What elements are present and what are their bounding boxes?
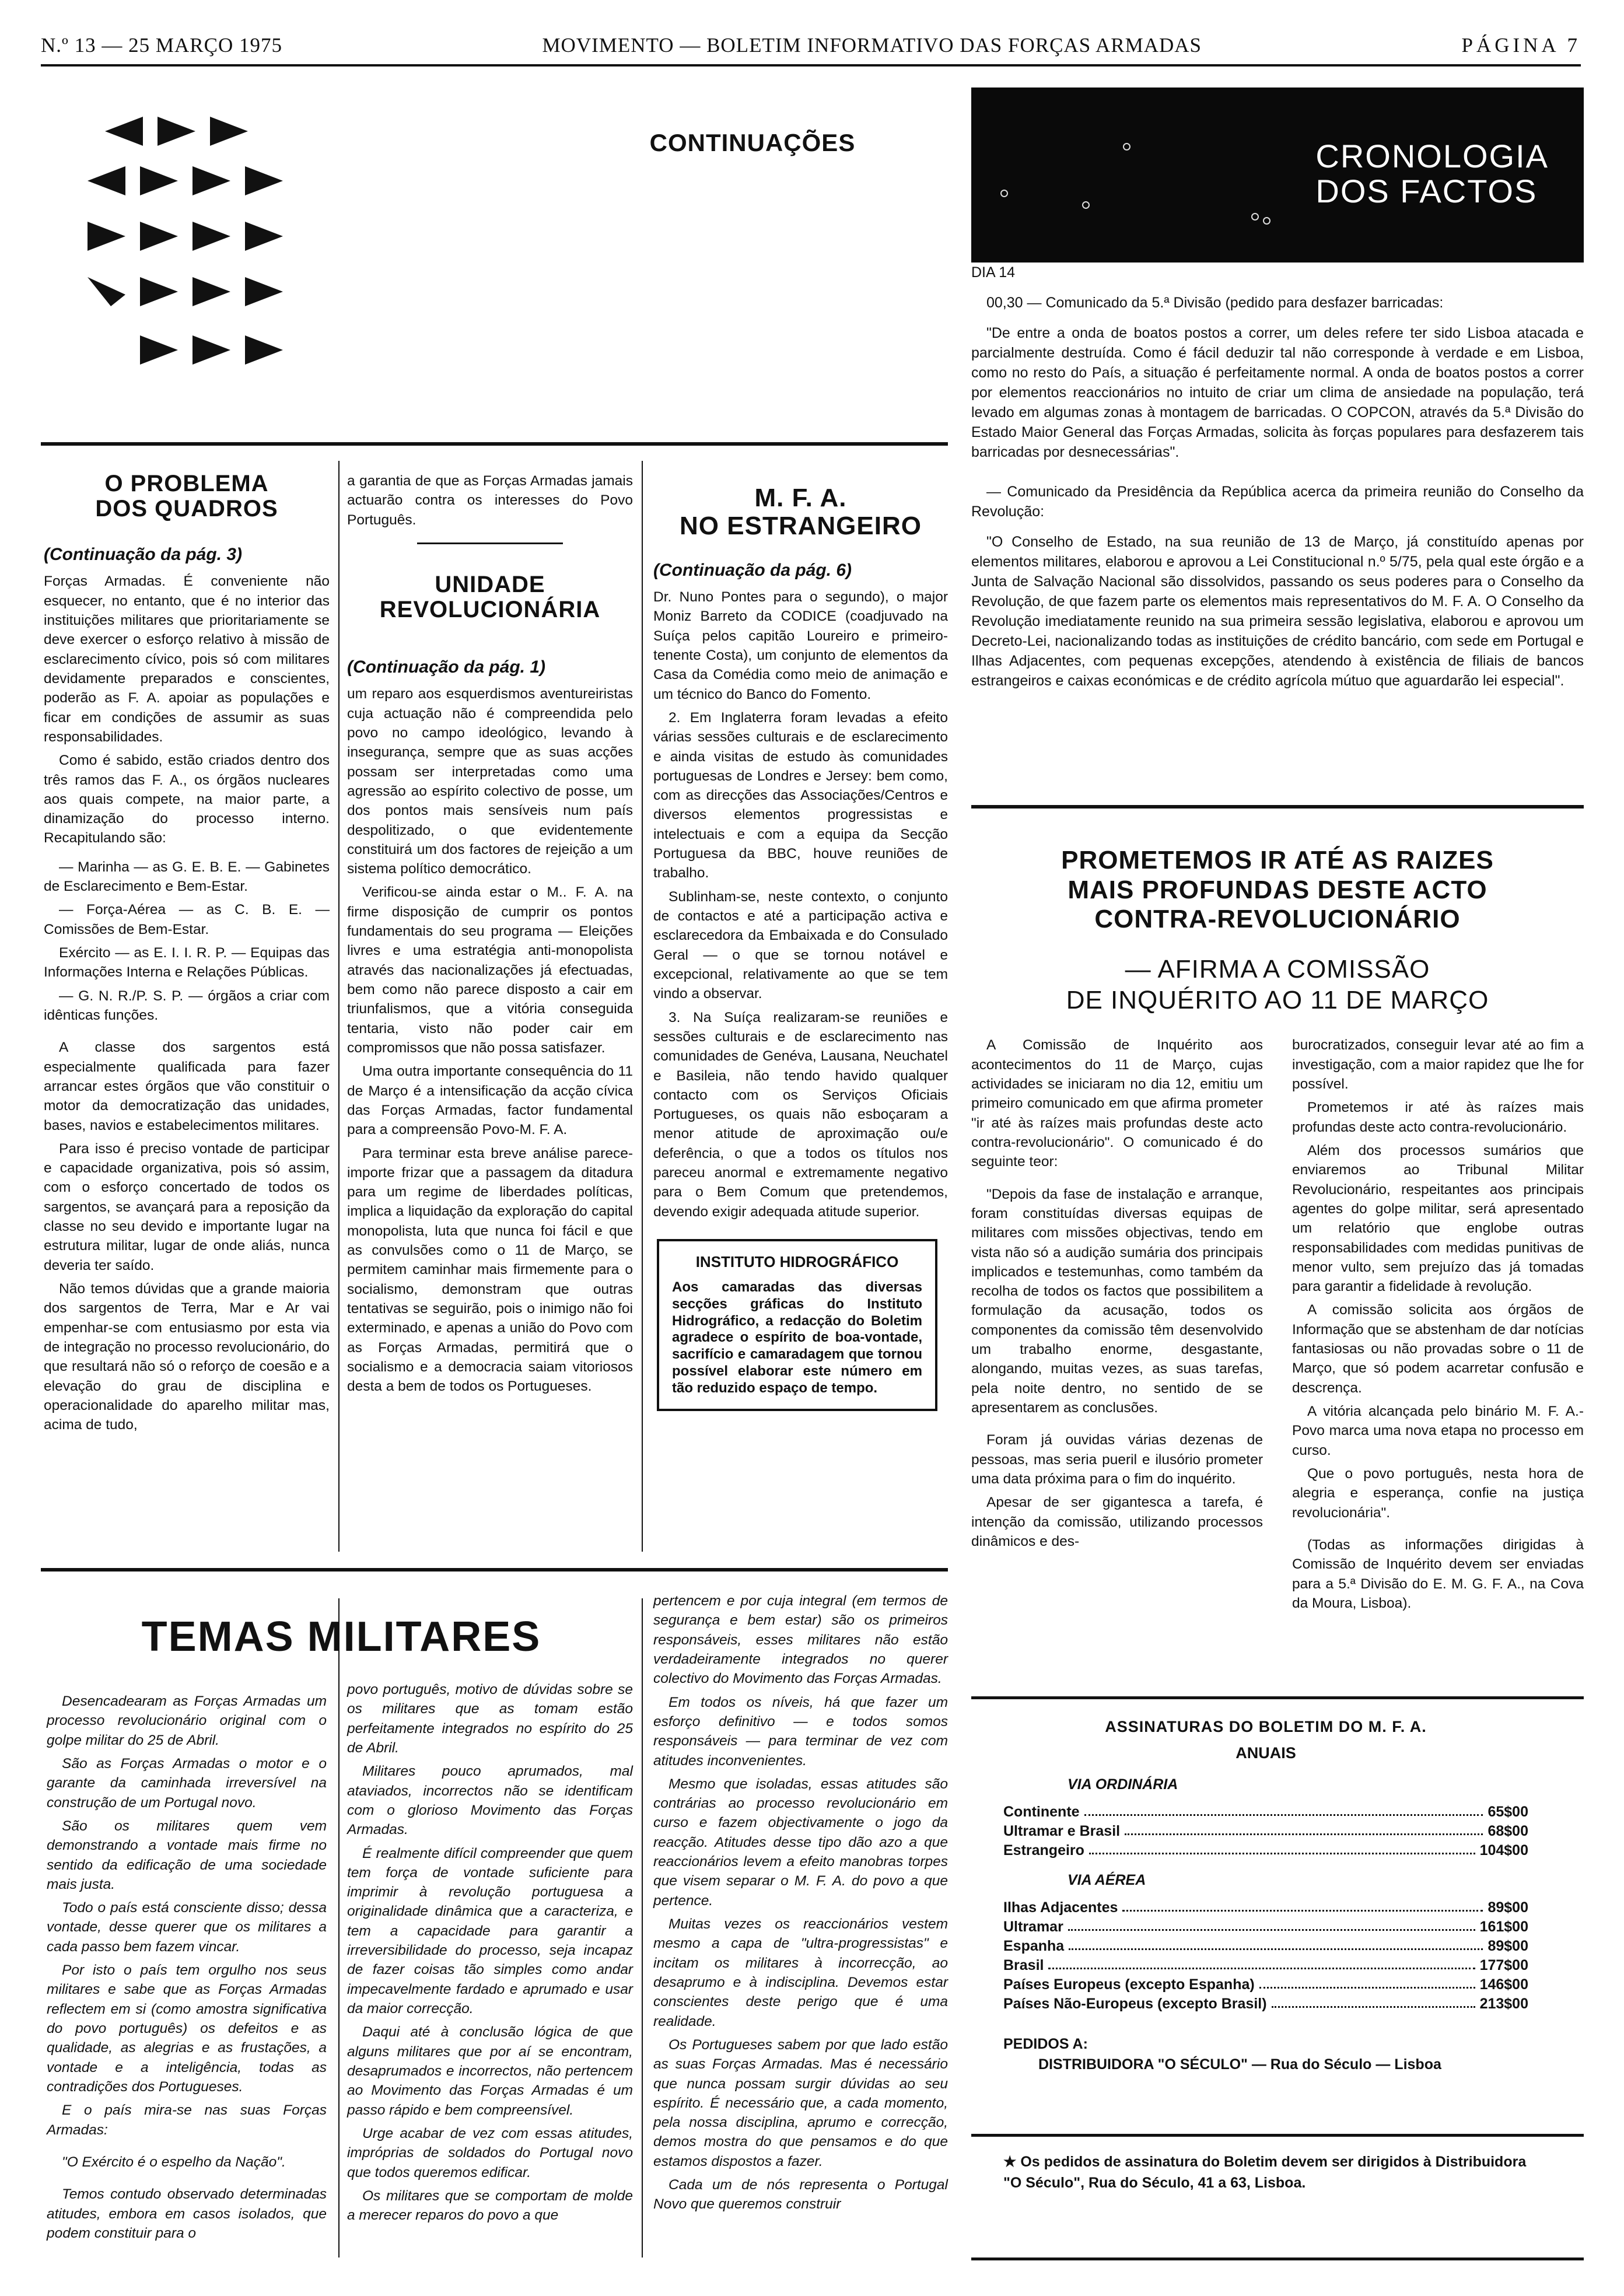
price-value: 146$00 bbox=[1479, 1976, 1528, 1993]
article-prometemos: PROMETEMOS IR ATÉ AS RAIZES MAIS PROFUNDAS DESTE ACTO CONTRA-REVOLUCIONÁRIO — AFIRMA A COMISSÃO DE INQUÉRITO AO 11 DE MARÇO A Comissão de Inquérito aos acontecimentos do 11 de Março, cujas actividades se iniciaram no dia 12, emitiu um primeiro comunicado em que afirma prometer "ir até às raízes mais profundas deste acto contra-revolucionário". O comunicado é do seguinte teor: "Depois da fase de instalação e arranque, foram constituídas diversas equipas de militares com missões objectivas, tendo em vista não só a audição sumária dos principais implicados e testemunhas, como também da recolha de todos os factos que possibilitem a formulação da acusação, todos os componentes da comissão têm desenvolvido um trabalho enorme, desgastante, alongando, muitas vezes, as suas tarefas, pela noite dentro, no sentido de se apresentarem as conclusões. Foram já ouvidas várias dezenas de pessoas, mas seria pueril e ilusório prometer uma data próxima para o fim do inquérito. Apesar de ser gigantesca a tarefa, é intenção da comissão, utilizando processos dinâmicos e des- burocratizados, conseguir levar até ao fim a investigação, com a maior rapidez que lhe for possível. Prometemos ir até às raízes mais profundas deste acto contra-revolucionário. Além dos processos sumários que enviaremos ao Tribunal Militar Revolucionário, respeitantes aos principais agentes do golpe militar, será apresentado um relatório que englobe outras responsabilidades com medidas punitivas de menor vulto, sem prejuízo das já tomadas para garantir a fidelidade à revolução. A comissão solicita aos órgãos de Informação que se abstenham de dar notícias fantasiosas ou não provadas sobre o 11 de Março, que só podem acarretar confusão e descrença. A vitória alcançada pelo binário M. F. A.-Povo marca uma nova etapa no processo em curso. Que o povo português, nesta hora de alegria e esperança, confie na justiça revolucionária". (Todas as informações dirigidas à Comissão de Inquérito devem ser enviadas para a 5.ª Divisão do E. M. G. F. A., na Cova da Moura, Lisboa). bbox=[971, 846, 1584, 1611]
dot-leader bbox=[1272, 1996, 1475, 2008]
price-label: Estrangeiro bbox=[1003, 1842, 1084, 1859]
bubble-icon bbox=[1251, 213, 1259, 220]
dot-leader bbox=[1259, 1976, 1475, 1989]
article-headline: PROMETEMOS IR ATÉ AS RAIZES MAIS PROFUNDAS DESTE ACTO CONTRA-REVOLUCIONÁRIO bbox=[1061, 846, 1494, 934]
article-unidade-revolucionaria: a garantia de que as Forças Armadas jamais actuarão contra os interesses do Povo Português. UNIDADE REVOLUCIONÁRIA (Continuação da pág. 1) um reparo aos esquerdismos aventureiristas cuja actuação não é compreendida pelo povo no campo ideológico, levando à insegurança, sempre que as suas acções possam ser interpretadas como uma agressão ao espírito colectivo de posse, um dos pontos mais sensíveis num país despolitizado, o que evidentemente constituirá um dos factores de rejeição a um sistema político democrático. Verificou-se ainda estar o M.. F. A. na firme disposição de cumprir os pontos fundamentais do seu programa — Eleições livres e uma estratégia anti-monopolista através das nacionalizações já efectuadas, bem como não parece disposto a cair em triunfalismos, que a vitória conseguida tentaria, visto não poder cair em compromissos que não possa satisfazer. Uma outra importante consequência do 11 de Março é a intensificação da acção cívica das Forças Armadas, factor fundamental para a compreensão Povo-M. F. A. Para terminar esta breve análise parece-importe frizar que a passagem da ditadura para um regime de liberdades políticas, implica a liquidação da exploração do capital monopolista, luta que nunca foi fácil e que as convulsões como o 11 de Março, se permitem caminhar mais firmemente para o socialismo, demonstram que outras tentativas se seguirão, pois o inimigo não foi exterminado, e apenas a união do Povo com as Forças Armadas, permitirá que o socialismo e a democracia saiam vitoriosos desta a bem de todos os Portugueses. bbox=[347, 473, 633, 1395]
price-value: 89$00 bbox=[1488, 1899, 1528, 1916]
cronologia-banner bbox=[971, 88, 1584, 262]
article-subheadline: — AFIRMA A COMISSÃO DE INQUÉRITO AO 11 DE MARÇO bbox=[1066, 954, 1489, 1014]
assinaturas-bottom-rule bbox=[971, 2258, 1584, 2260]
dot-leader bbox=[1048, 1957, 1475, 1969]
temas-col-1: Desencadearam as Forças Armadas um processo revolucionário original com o golpe militar do 25 de Abril. São as Forças Armadas o motor e o garante da caminhada irreversível na construção de um Portugal novo. São os militares quem vem demonstrando a vontade mais firme no sentido da edificação de uma sociedade mais justa. Todo o país está consciente disso; dessa vontade, desse querer que os militares a cada passo bem fazem vincar. Por isto o país tem orgulho nos seus militares e sabe que as Forças Armadas reflectem em si (como amostra significativa do povo português) os defeitos e as qualidade, as alegrias e as frustações, a vontade e a inteligência, todas as contradições dos Portugueses. E o país mira-se nas suas Forças Armadas: "O Exército é o espelho da Nação". Temos contudo observado determinadas atitudes, embora em casos isolados, que podem constituir para o bbox=[47, 1693, 327, 2241]
dot-leader bbox=[1084, 1804, 1483, 1816]
article-title: UNIDADE REVOLUCIONÁRIA bbox=[379, 571, 601, 623]
price-value: 104$00 bbox=[1479, 1842, 1528, 1859]
article-title: O PROBLEMA DOS QUADROS bbox=[95, 471, 278, 522]
cronologia-text: DIA 14 00,30 — Comunicado da 5.ª Divisão (pedido para desfazer barricadas: "De entre a onda de boatos postos a correr, um deles refere ter sido Lisboa atacada e parcialmente destruída. Como é fácil deduzir tal não corresponde à verdade e em Lisboa, como no resto do País, a situação é perfeitamente normal. A onda de boatos postos a correr por elementos reaccionários no intuito de criar um clima de ansiedade na população, terá levado em algumas zonas à montagem de barricadas. O COPCON, através da 5.ª Divisão do Estado Maior General das Forças Armadas, solicita às forças populares para desfazerem tais barricadas por desnecessárias". — Comunicado da Presidência da República acerca da primeira reunião do Conselho da Revolução: "O Conselho de Estado, na sua reunião de 13 de Março, já constituído apenas por elementos militares, elaborou e aprovou a Lei Constitucional n.º 5/75, pela qual este órgão e a Junta de Salvação Nacional são dissolvidos, passando os seus poderes para o Conselho da Revolução, de que fazem parte os elementos mais representativos do M. F. A. O Conselho da Revolução imediatamente reunido na sua primeira sessão legislativa, elaborou e aprovou um Decreto-Lei, nacionalizando todas as instituições de crédito bancário, com sede em Portugal e Ilhas Adjacentes, com pequenas excepções, atendendo à existência de filiais de bancos estrangeiros e caixas económicas e de crédito agrícola mútuo que aguardarão lei especial". bbox=[971, 262, 1584, 695]
bottom-section-rule bbox=[41, 1568, 948, 1572]
header-rule bbox=[41, 64, 1581, 66]
box-text: Aos camaradas das diversas secções gráficas do Instituto Hidrográfico, a redacção do Boletim agradece o espírito de boa-vontade, sacrifício e camaradagem que tornou possível elaborar este número em tão reduzido espaço de tempo. bbox=[672, 1279, 922, 1396]
pedidos-label: PEDIDOS A: bbox=[1003, 2036, 1088, 2052]
price-label: Continente bbox=[1003, 1804, 1080, 1820]
bubble-icon bbox=[1082, 201, 1090, 209]
page-header bbox=[41, 34, 1581, 61]
dot-leader bbox=[1125, 1823, 1483, 1835]
publication-title: MOVIMENTO — BOLETIM INFORMATIVO DAS FORÇAS ARMADAS bbox=[542, 34, 1202, 57]
dot-leader bbox=[1089, 1842, 1475, 1854]
price-row bbox=[1003, 1938, 1528, 1955]
column-divider bbox=[642, 1598, 643, 2258]
continuation-note: (Continuação da pág. 6) bbox=[653, 561, 852, 580]
via-aerea-label: VIA AÉREA bbox=[1068, 1872, 1146, 1888]
price-value: 65$00 bbox=[1488, 1804, 1528, 1820]
top-section-rule bbox=[41, 442, 948, 446]
assinaturas-mid-rule bbox=[971, 2134, 1584, 2137]
continuacoes-heading: CONTINUAÇÕES bbox=[649, 129, 856, 156]
assinaturas-box bbox=[1003, 1718, 1528, 2073]
continuation-note: (Continuação da pág. 1) bbox=[347, 657, 546, 677]
dot-leader bbox=[1069, 1938, 1483, 1950]
price-value: 213$00 bbox=[1479, 1996, 1528, 2012]
cronologia-title: CRONOLOGIA DOS FACTOS bbox=[1315, 138, 1549, 210]
article-title: M. F. A. NO ESTRANGEIRO bbox=[680, 484, 922, 540]
assinaturas-note: ★ Os pedidos de assinatura do Boletim devem ser dirigidos à Distribuidora "O Século", Rua do Século, 41 a 63, Lisboa. bbox=[1003, 2154, 1527, 2192]
bubble-icon bbox=[1123, 143, 1130, 150]
bubble-icon bbox=[1263, 217, 1270, 225]
instituto-hidrografico-box bbox=[657, 1239, 937, 1411]
price-value: 89$00 bbox=[1488, 1938, 1528, 1954]
price-value: 177$00 bbox=[1479, 1957, 1528, 1973]
issue-date: N.º 13 — 25 MARÇO 1975 bbox=[41, 34, 282, 57]
column-divider bbox=[338, 461, 340, 1552]
via-ordinaria-prices bbox=[1003, 1804, 1528, 1859]
distribuidora-address: DISTRIBUIDORA "O SÉCULO" — Rua do Século — Lisboa bbox=[1038, 2056, 1441, 2073]
article-problema-quadros: O PROBLEMA DOS QUADROS (Continuação da pág. 3) Forças Armadas. É conveniente não esquecer, no entanto, que é no interior das instituições militares que prioritariamente se deve exercer o esforço relativo à missão de esclarecimento cívico, pois só com militares devidamente preparados e conscientes, poderão as F. A. apoiar as populações e ficar em condições de assumir as suas responsabilidades. Como é sabido, estão criados dentro dos três ramos das F. A., os órgãos nucleares aos quais compete, na maior parte, a dinamização do processo interno. Recapitulando são: — Marinha — as G. E. B. E. — Gabinetes de Esclarecimento e Bem-Estar. — Força-Aérea — as C. B. E. — Comissões de Bem-Estar. Exército — as E. I. I. R. P. — Equipas das Informações Interna e Relações Públicas. — G. N. R./P. S. P. — órgãos a criar com idênticas funções. A classe dos sargentos está especialmente qualificada para fazer arrancar estes órgãos que vão constituir o motor da democratização das unidades, bases, navios e estabelecimentos militares. Para isso é preciso vontade de participar e capacidade organizativa, pois só assim, com o esforço concertado de todos os sargentos, se avançará para a reposição da classe no seu devido e importante lugar na estrutura militar, lugar de onde aliás, nunca deveria ter saído. Não temos dúvidas que a grande maioria dos sargentos de Terra, Mar e Ar vai empenhar-se com entusiasmo por esta via de integração no processo revolucionário, do que resultará não só o reforço de coesão e a elevação do grau de disciplina e operacionalidade do aparelho militar mas, acima de tudo, bbox=[44, 471, 330, 1433]
price-value: 68$00 bbox=[1488, 1823, 1528, 1839]
temas-militares-title: TEMAS MILITARES bbox=[141, 1614, 541, 1660]
price-label: Países Europeus (excepto Espanha) bbox=[1003, 1976, 1255, 1993]
via-ordinaria-label: VIA ORDINÁRIA bbox=[1068, 1776, 1178, 1793]
price-value: 161$00 bbox=[1479, 1919, 1528, 1935]
box-title: INSTITUTO HIDROGRÁFICO bbox=[695, 1253, 899, 1271]
bubble-icon bbox=[1000, 190, 1008, 197]
price-label: Brasil bbox=[1003, 1957, 1044, 1973]
column-divider bbox=[338, 1598, 340, 2258]
assinaturas-title: ASSINATURAS DO BOLETIM DO M. F. A. bbox=[1105, 1718, 1427, 1735]
dot-leader bbox=[1122, 1899, 1483, 1912]
price-row bbox=[1003, 1957, 1528, 1974]
price-row bbox=[1003, 1899, 1528, 1916]
price-row bbox=[1003, 1804, 1528, 1821]
via-aerea-prices bbox=[1003, 1899, 1528, 2013]
assinaturas-top-rule bbox=[971, 1696, 1584, 1699]
article-separator bbox=[417, 542, 563, 544]
article-mfa-estrangeiro: M. F. A. NO ESTRANGEIRO (Continuação da pág. 6) Dr. Nuno Pontes para o segundo), o major Moniz Barreto da CODICE (coadjuvado na Suíça pelos capitão Loureiro e primeiro-tenente Costa), um conjunto de elementos da Casa da Comédia como meio de animação e um técnico do Banco do Fomento. 2. Em Inglaterra foram levadas a efeito várias sessões culturais e de esclarecimento e ainda visitas de estudo às comunidades portuguesas de Londres e Jersey: bem como, com as direcções das Associações/Centros e diversos elementos progressistas e intelectuais e com a equipa da Secção Portuguesa da BBC, houve reuniões de trabalho. Sublinham-se, neste contexto, o conjunto de contactos e até a participação activa e esclarecedora da Embaixada e do Consulado Geral — o que se tornou notável e excepcional, relativamente ao que se tem vindo a observar. 3. Na Suíça realizaram-se reuniões e sessões culturais e de esclarecimento nas comunidades de Genéva, Lausana, Neuchatel e Basileia, não tendo havido qualquer contacto com os Serviços Oficiais Portugueses, os quais não esboçaram a menor atitude de aproximação ou/e deferência, o que a todos os títulos nos pareceu anormal e extremamente negativo para o Bem Comum que pretendemos, devendo exigir adequada atitude superior. INSTITUTO HIDROGRÁFICO Aos camaradas das diversas secções gráficas do Instituto Hidrográfico, a redacção do Boletim agradece o espírito de boa-vontade, sacrifício e camaradagem que tornou possível elaborar este número em tão reduzido espaço de tempo. bbox=[653, 471, 948, 1411]
price-label: Ultramar bbox=[1003, 1919, 1063, 1935]
continuation-note: (Continuação da pág. 3) bbox=[44, 545, 243, 565]
cronologia-day: DIA 14 bbox=[971, 264, 1016, 281]
price-label: Espanha bbox=[1003, 1938, 1065, 1954]
temas-col-3: pertencem e por cuja integral (em termos de segurança e bem estar) são os primeiros responsáveis, esses militares não estão verdadeiramente integrados no querer colectivo do Movimento das Forças Armadas. Em todos os níveis, há que fazer um esforço definitivo — e todos somos responsáveis — para terminar de vez com atitudes inconvenientes. Mesmo que isoladas, essas atitudes são contrárias ao processo revolucionário em curso e fazem objectivamente o jogo da reacção. Atitudes desse tipo dão azo a que reaccionários levem a efeito manobras torpes que visem separar o M. F. A. do povo a que pertence. Muitas vezes os reaccionários vestem mesmo a capa de "ultra-progressistas" e incitam os militares à incorrecção, ao desaprumo e à indisciplina. Devemos estar conscientes deste perigo que é uma realidade. Os Portugueses sabem por que lado estão as suas Forças Armadas. Mas é necessário que nunca possam surgir dúvidas ao seu espírito. É necessário que, a cada momento, pela nossa disciplina, aprumo e correcção, demos mostra do que pensamos e do que estamos dispostos a fazer. Cada um de nós representa o Portugal Novo que queremos construir bbox=[653, 1593, 948, 2213]
dot-leader bbox=[1068, 1919, 1475, 1931]
price-label: Ilhas Adjacentes bbox=[1003, 1899, 1118, 1916]
page-number: PÁGINA 7 bbox=[1461, 34, 1581, 57]
price-label: Países Não-Europeus (excepto Brasil) bbox=[1003, 1996, 1267, 2012]
price-row bbox=[1003, 1976, 1528, 1993]
price-row bbox=[1003, 1823, 1528, 1840]
price-row bbox=[1003, 1919, 1528, 1936]
price-row bbox=[1003, 1842, 1528, 1859]
arrows-ornament-icon bbox=[88, 108, 338, 411]
cronologia-bottom-rule bbox=[971, 805, 1584, 808]
assinaturas-anuais: ANUAIS bbox=[1236, 1744, 1296, 1762]
price-label: Ultramar e Brasil bbox=[1003, 1823, 1121, 1839]
temas-col-2: povo português, motivo de dúvidas sobre se os militares que as tomam estão perfeitamente integrados no espírito do 25 de Abril. Militares pouco aprumados, mal ataviados, incorrectos não se identificam com o glorioso Movimento das Forças Armadas. É realmente difícil compreender que quem tem força de vontade suficiente para imprimir à revolução portuguesa a originalidade dinâmica que a caracteriza, e tem a capacidade para garantir a irreversibilidade do processo, seja incapaz de fazer coisas tão simples como andar impecavelmente fardado e aprumado e usar da maior correcção. Daqui até à conclusão lógica de que alguns militares que por aí se encontram, desaprumados e incorrectos, não pertencem ao Movimento das Forças Armadas é um passo rápido e bem compreensível. Urge acabar de vez com essas atitudes, impróprias de soldados do Portugal novo que todos queremos edificar. Os militares que se comportam de molde a merecer reparos do povo a que bbox=[347, 1682, 633, 2224]
column-divider bbox=[642, 461, 643, 1552]
price-row bbox=[1003, 1996, 1528, 2013]
